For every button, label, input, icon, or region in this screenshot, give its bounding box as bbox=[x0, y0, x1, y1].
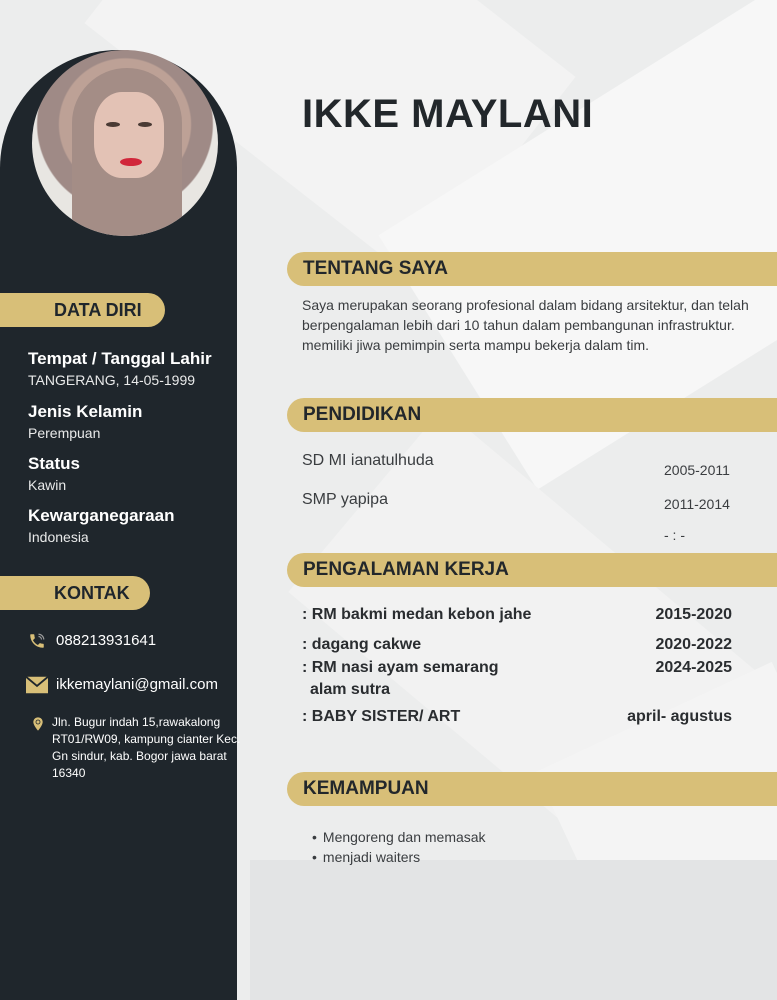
data-diri-heading: DATA DIRI bbox=[0, 293, 165, 327]
school-name: SD MI ianatulhuda bbox=[302, 452, 434, 469]
experience-item bbox=[302, 708, 742, 726]
contact-email bbox=[26, 676, 218, 694]
address-text: Jln. Bugur indah 15,rawakalong RT01/RW09, kampung cianter Kec. Gn sindur, kab. Bogor jawa barat 16340 bbox=[52, 715, 241, 780]
job-years: 2015-2020 bbox=[655, 606, 732, 623]
experience-item bbox=[302, 636, 742, 654]
kontak-heading: KONTAK bbox=[0, 576, 150, 610]
field-value: Indonesia bbox=[28, 529, 89, 545]
skill-item: • menjadi waiters bbox=[312, 847, 486, 867]
skill-item: • Mengoreng dan memasak bbox=[312, 827, 486, 847]
school-name: SMP yapipa bbox=[302, 491, 388, 508]
school-years: 2011-2014 bbox=[664, 496, 730, 512]
job-years: 2024-2025 bbox=[655, 659, 732, 676]
section-heading-about: TENTANG SAYA bbox=[287, 252, 777, 286]
mail-icon bbox=[26, 676, 48, 694]
job-place-continued: alam sutra bbox=[310, 681, 391, 698]
skills-list bbox=[312, 827, 486, 867]
field-value: Kawin bbox=[28, 477, 67, 493]
page-title: IKKE MAYLANI bbox=[302, 92, 594, 136]
about-text: Saya merupakan seorang profesional dalam bidang arsitektur, dan telah berpengalaman lebih dari 10 tahun dalam pembangunan infrastruktur. memiliki jiwa pemimpin serta mampu bekerja dalam tim. bbox=[302, 297, 749, 353]
location-pin-icon bbox=[30, 714, 46, 734]
section-heading-education: PENDIDIKAN bbox=[287, 398, 777, 432]
job-place: : BABY SISTER/ ART bbox=[302, 708, 461, 725]
field-status bbox=[28, 453, 80, 495]
school-years: - : - bbox=[664, 527, 685, 543]
field-label: Tempat / Tanggal Lahir bbox=[28, 349, 212, 368]
field-birth bbox=[28, 348, 212, 390]
field-label: Jenis Kelamin bbox=[28, 402, 143, 421]
education-item bbox=[302, 452, 742, 478]
email-address[interactable]: ikkemaylani@gmail.com bbox=[56, 676, 218, 693]
field-gender bbox=[28, 401, 142, 443]
phone-number[interactable]: 088213931641 bbox=[56, 632, 157, 649]
job-years: 2020-2022 bbox=[655, 636, 732, 653]
school-years: 2005-2011 bbox=[664, 462, 730, 478]
job-place: : dagang cakwe bbox=[302, 636, 422, 653]
field-label: Status bbox=[28, 454, 80, 473]
section-heading-experience: PENGALAMAN KERJA bbox=[287, 553, 777, 587]
profile-photo bbox=[32, 50, 218, 236]
experience-item bbox=[302, 606, 742, 624]
experience-item bbox=[302, 659, 742, 699]
field-label: Kewarganegaraan bbox=[28, 506, 175, 525]
job-place: : RM bakmi medan kebon jahe bbox=[302, 606, 532, 623]
section-heading-skills: KEMAMPUAN bbox=[287, 772, 777, 806]
job-years: april- agustus bbox=[627, 708, 732, 725]
contact-phone bbox=[26, 632, 156, 650]
field-value: Perempuan bbox=[28, 425, 101, 441]
contact-address bbox=[26, 714, 242, 782]
field-value: TANGERANG, 14-05-1999 bbox=[28, 372, 196, 388]
phone-icon bbox=[26, 632, 48, 650]
education-item bbox=[302, 491, 742, 512]
field-nationality bbox=[28, 505, 174, 547]
job-place: : RM nasi ayam semarang bbox=[302, 659, 499, 676]
